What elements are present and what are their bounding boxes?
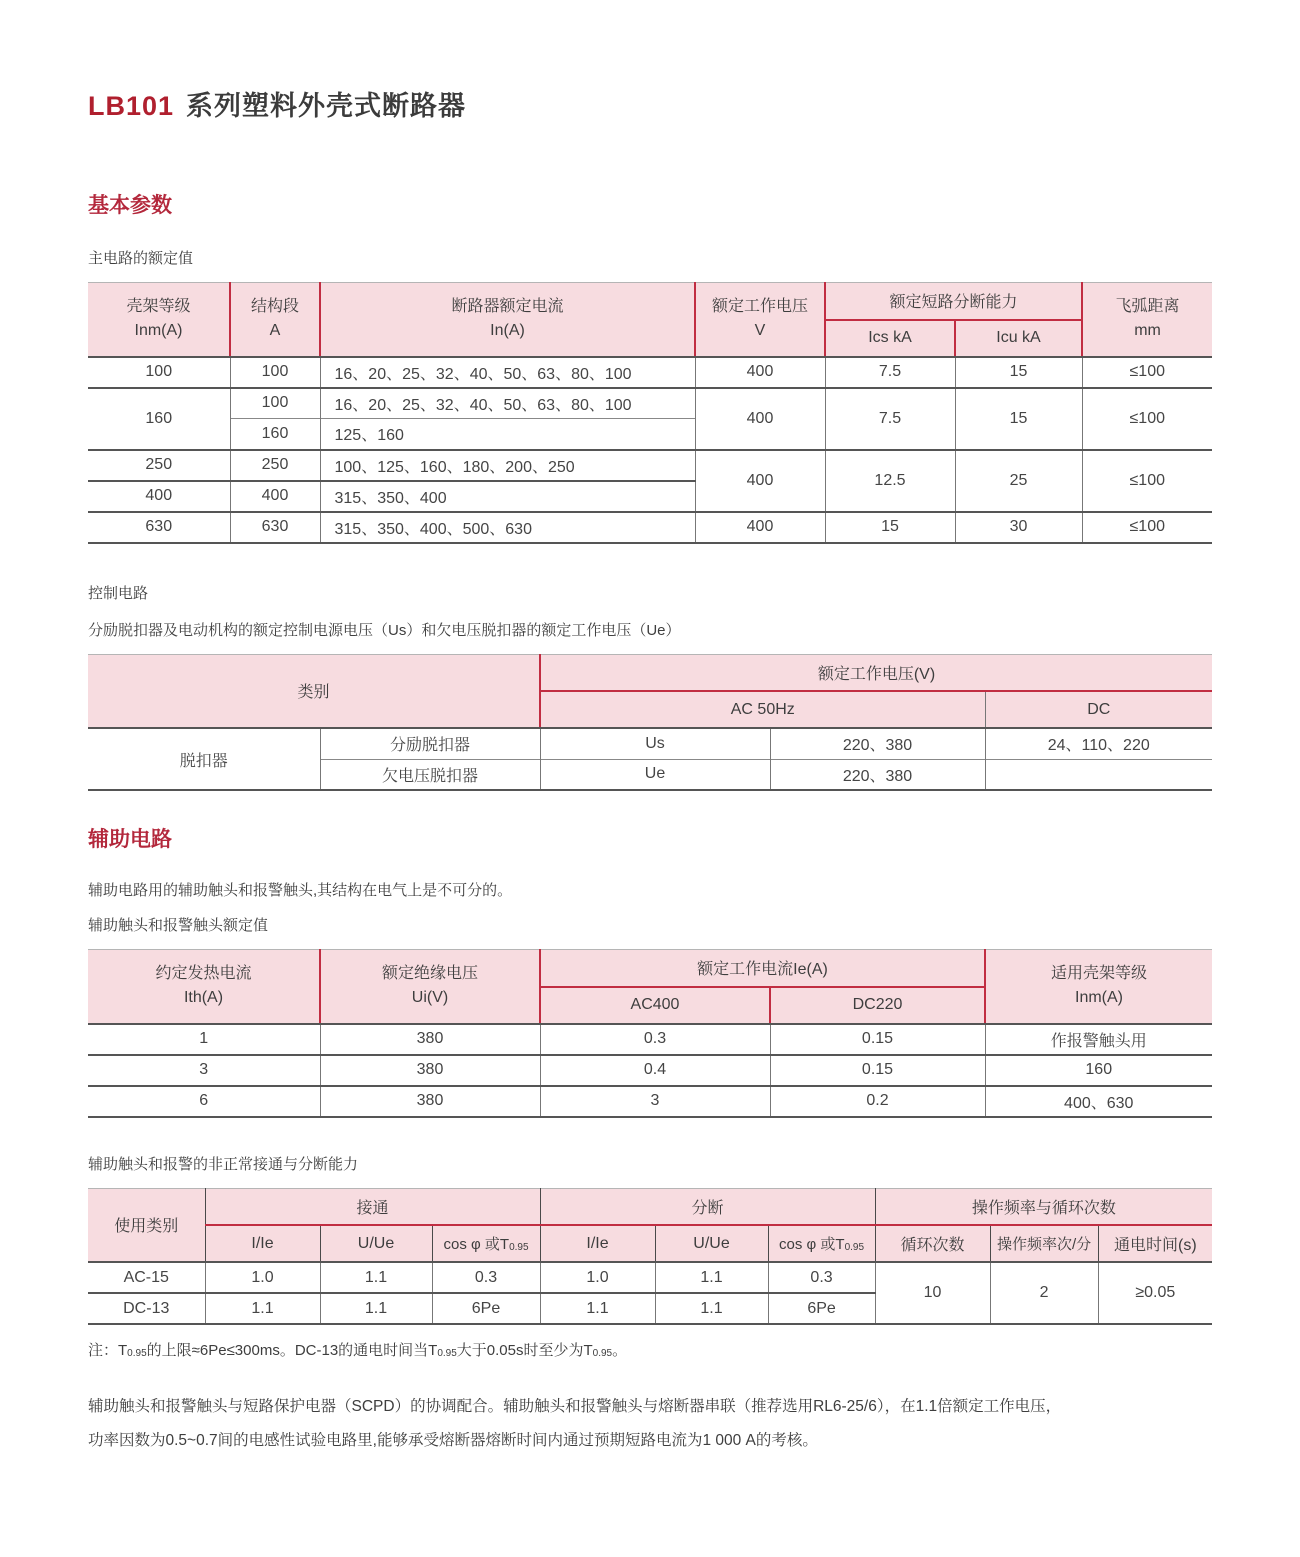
col-header-working-current: 额定工作电流Ie(A) (540, 950, 985, 987)
table-header-row (88, 283, 1212, 320)
cell-ac400: 0.3 (540, 1024, 770, 1055)
table-row (88, 1024, 1212, 1055)
cell-symbol: Ue (540, 759, 770, 790)
col-header-op-frequency: 操作频率次/分 (990, 1225, 1098, 1262)
col-header-frame-level (88, 283, 230, 357)
cell-arc-distance: ≤100 (1082, 512, 1212, 543)
cell-rated-currents: 315、350、400、500、630 (320, 512, 695, 543)
cell-make-cos: 6Pe (432, 1293, 540, 1324)
cell-release-group: 脱扣器 (88, 728, 320, 790)
header-text: 适用壳架等级 (1050, 965, 1147, 983)
col-header-structure-segment (230, 283, 320, 357)
header-subtext: Ui(V) (411, 989, 449, 1007)
control-circuit-description: 分励脱扣器及电动机构的额定控制电源电压（Us）和欠电压脱扣器的额定工作电压（Ue） (88, 621, 681, 639)
header-subtext: Ith(A) (183, 989, 224, 1007)
col-header-make: 接通 (205, 1188, 540, 1225)
cell-make-u-ue: 1.1 (320, 1262, 432, 1293)
cell-ac400: 3 (540, 1086, 770, 1117)
main-circuit-ratings-label: 主电路的额定值 (88, 250, 194, 267)
cell-break-i-ie: 1.1 (540, 1293, 655, 1324)
cell-ui: 380 (320, 1086, 540, 1117)
cell-break-cos: 0.3 (768, 1262, 875, 1293)
col-header-category: 类别 (88, 654, 540, 728)
cell-rated-currents: 125、160 (320, 419, 695, 450)
table-footnote: 注：T0.95的上限≈6Pe≤300ms。DC-13的通电时间当T0.95大于0.05s时至少为T0.95。 (88, 1342, 628, 1359)
cell-release-type: 分励脱扣器 (320, 728, 540, 759)
table-header-row (88, 1225, 1212, 1262)
col-header-breaking-capacity: 额定短路分断能力 (825, 283, 1082, 320)
table-row (88, 1086, 1212, 1117)
auxiliary-ratings-label: 辅助触头和报警触头额定值 (88, 917, 269, 934)
cell-break-cos: 6Pe (768, 1293, 875, 1324)
table-row (88, 1055, 1212, 1086)
cell-structure-segment: 250 (230, 450, 320, 481)
col-header-applicable-frame (985, 950, 1212, 1024)
cell-dc-values: 24、110、220 (985, 728, 1212, 759)
cell-ith: 1 (88, 1024, 320, 1055)
col-header-frequency-cycles: 操作频率与循环次数 (875, 1188, 1212, 1225)
cell-usage-category: DC-13 (88, 1293, 205, 1324)
cell-structure-segment: 160 (230, 419, 320, 450)
header-subtext: V (754, 322, 766, 340)
header-text: 壳架等级 (126, 298, 191, 316)
col-header-break-cos-phi: cos φ 或T0.95 (768, 1225, 875, 1262)
header-text: 断路器额定电流 (451, 298, 564, 316)
header-text: 结构段 (250, 298, 299, 316)
cell-structure-segment: 100 (230, 357, 320, 388)
product-series-name: 系列塑料外壳式断路器 (186, 91, 467, 121)
section-heading-basic-params: 基本参数 (88, 194, 172, 217)
header-text: 飞弧距离 (1115, 298, 1180, 316)
cell-arc-distance: ≤100 (1082, 357, 1212, 388)
main-circuit-ratings-table (88, 282, 1212, 544)
col-header-dc220: DC220 (770, 987, 985, 1024)
col-header-cycles: 循环次数 (875, 1225, 990, 1262)
col-header-break: 分断 (540, 1188, 875, 1225)
cell-ui: 380 (320, 1024, 540, 1055)
cell-rated-currents: 16、20、25、32、40、50、63、80、100 (320, 357, 695, 388)
cell-make-i-ie: 1.1 (205, 1293, 320, 1324)
col-header-insulation-voltage (320, 950, 540, 1024)
col-header-working-voltage: 额定工作电压(V) (540, 654, 1212, 691)
col-header-thermal-current (88, 950, 320, 1024)
cell-arc-distance: ≤100 (1082, 388, 1212, 450)
cell-break-u-ue: 1.1 (655, 1262, 768, 1293)
auxiliary-contact-ratings-table (88, 949, 1212, 1118)
cell-ith: 3 (88, 1055, 320, 1086)
cell-dc-values (985, 759, 1212, 790)
col-header-ac-50hz: AC 50Hz (540, 691, 985, 728)
cell-ics: 7.5 (825, 388, 955, 450)
table-row (88, 728, 1212, 759)
cell-structure-segment: 100 (230, 388, 320, 419)
col-header-ics: Ics kA (825, 320, 955, 357)
cell-structure-segment: 630 (230, 512, 320, 543)
cell-ics: 15 (825, 512, 955, 543)
header-text: 额定工作电压 (711, 298, 808, 316)
col-header-usage-category: 使用类别 (88, 1188, 205, 1262)
col-header-make-i-ie: I/Ie (205, 1225, 320, 1262)
cell-usage-category: AC-15 (88, 1262, 205, 1293)
cell-on-time: ≥0.05 (1098, 1262, 1212, 1324)
cell-frame-level: 400 (88, 481, 230, 512)
header-text: 额定绝缘电压 (381, 965, 478, 983)
table-row (88, 388, 1212, 419)
control-circuit-table (88, 654, 1212, 792)
cell-voltage: 400 (695, 357, 825, 388)
cell-frame-level: 630 (88, 512, 230, 543)
cell-cycles: 10 (875, 1262, 990, 1324)
cell-ac400: 0.4 (540, 1055, 770, 1086)
paragraph-line: 辅助触头和报警触头与短路保护电器（SCPD）的协调配合。辅助触头和报警触头与熔断器串联（推荐选用RL6-25/6），在1.1倍额定工作电压， (88, 1398, 1062, 1415)
table-header-row (88, 1188, 1212, 1225)
auxiliary-circuit-description: 辅助电路用的辅助触头和报警触头,其结构在电气上是不可分的。 (88, 882, 513, 899)
cell-structure-segment: 400 (230, 481, 320, 512)
section-heading-auxiliary-circuit: 辅助电路 (88, 828, 172, 851)
header-subtext: In(A) (490, 322, 525, 340)
col-header-make-cos-phi: cos φ 或T0.95 (432, 1225, 540, 1262)
col-header-dc: DC (985, 691, 1212, 728)
cell-break-i-ie: 1.0 (540, 1262, 655, 1293)
table-row (88, 357, 1212, 388)
cell-icu: 15 (955, 388, 1082, 450)
cell-op-frequency: 2 (990, 1262, 1098, 1324)
cell-ac-values: 220、380 (770, 759, 985, 790)
cell-dc220: 0.2 (770, 1086, 985, 1117)
cell-release-type: 欠电压脱扣器 (320, 759, 540, 790)
product-model: LB101 (88, 91, 175, 121)
col-header-ac400: AC400 (540, 987, 770, 1024)
header-subtext: A (269, 322, 281, 340)
paragraph-line: 功率因数为0.5~0.7间的电感性试验电路里,能够承受熔断器熔断时间内通过预期短路电流为1 000 A的考核。 (88, 1432, 818, 1449)
cell-frame-level: 160 (88, 388, 230, 450)
col-header-icu: Icu kA (955, 320, 1082, 357)
col-header-working-voltage (695, 283, 825, 357)
cell-ith: 6 (88, 1086, 320, 1117)
cell-icu: 25 (955, 450, 1082, 512)
col-header-break-i-ie: I/Ie (540, 1225, 655, 1262)
cell-icu: 15 (955, 357, 1082, 388)
cell-dc220: 0.15 (770, 1024, 985, 1055)
col-header-on-time: 通电时间(s) (1098, 1225, 1212, 1262)
header-subtext: mm (1134, 322, 1161, 340)
page-title (88, 84, 1212, 123)
col-header-arc-distance (1082, 283, 1212, 357)
cell-ics: 7.5 (825, 357, 955, 388)
cell-voltage: 400 (695, 388, 825, 450)
cell-frame-level: 250 (88, 450, 230, 481)
table-row (88, 450, 1212, 481)
header-text: 约定发热电流 (155, 965, 252, 983)
cell-make-u-ue: 1.1 (320, 1293, 432, 1324)
cell-break-u-ue: 1.1 (655, 1293, 768, 1324)
cell-voltage: 400 (695, 512, 825, 543)
cell-make-cos: 0.3 (432, 1262, 540, 1293)
cell-ac-values: 220、380 (770, 728, 985, 759)
abnormal-capacity-label: 辅助触头和报警的非正常接通与分断能力 (88, 1155, 359, 1173)
col-header-make-u-ue: U/Ue (320, 1225, 432, 1262)
table-header-row (88, 654, 1212, 691)
cell-ics: 12.5 (825, 450, 955, 512)
cell-rated-currents: 315、350、400 (320, 481, 695, 512)
cell-frame-level: 100 (88, 357, 230, 388)
table-row (88, 512, 1212, 543)
cell-rated-currents: 16、20、25、32、40、50、63、80、100 (320, 388, 695, 419)
abnormal-make-break-table (88, 1188, 1212, 1326)
cell-make-i-ie: 1.0 (205, 1262, 320, 1293)
cell-icu: 30 (955, 512, 1082, 543)
scpd-coordination-paragraph (88, 1390, 1212, 1458)
cell-symbol: Us (540, 728, 770, 759)
control-circuit-label: 控制电路 (88, 584, 149, 602)
datasheet-page (88, 84, 1212, 1458)
cell-ui: 380 (320, 1055, 540, 1086)
table-header-row (88, 950, 1212, 987)
cell-frame: 400、630 (985, 1086, 1212, 1117)
table-row (88, 1262, 1212, 1293)
cell-rated-currents: 100、125、160、180、200、250 (320, 450, 695, 481)
cell-frame: 160 (985, 1055, 1212, 1086)
header-subtext: Inm(A) (1075, 989, 1123, 1007)
header-subtext: Inm(A) (134, 322, 183, 340)
cell-arc-distance: ≤100 (1082, 450, 1212, 512)
cell-voltage: 400 (695, 450, 825, 512)
cell-dc220: 0.15 (770, 1055, 985, 1086)
col-header-break-u-ue: U/Ue (655, 1225, 768, 1262)
col-header-rated-current (320, 283, 695, 357)
cell-frame: 作报警触头用 (985, 1024, 1212, 1055)
